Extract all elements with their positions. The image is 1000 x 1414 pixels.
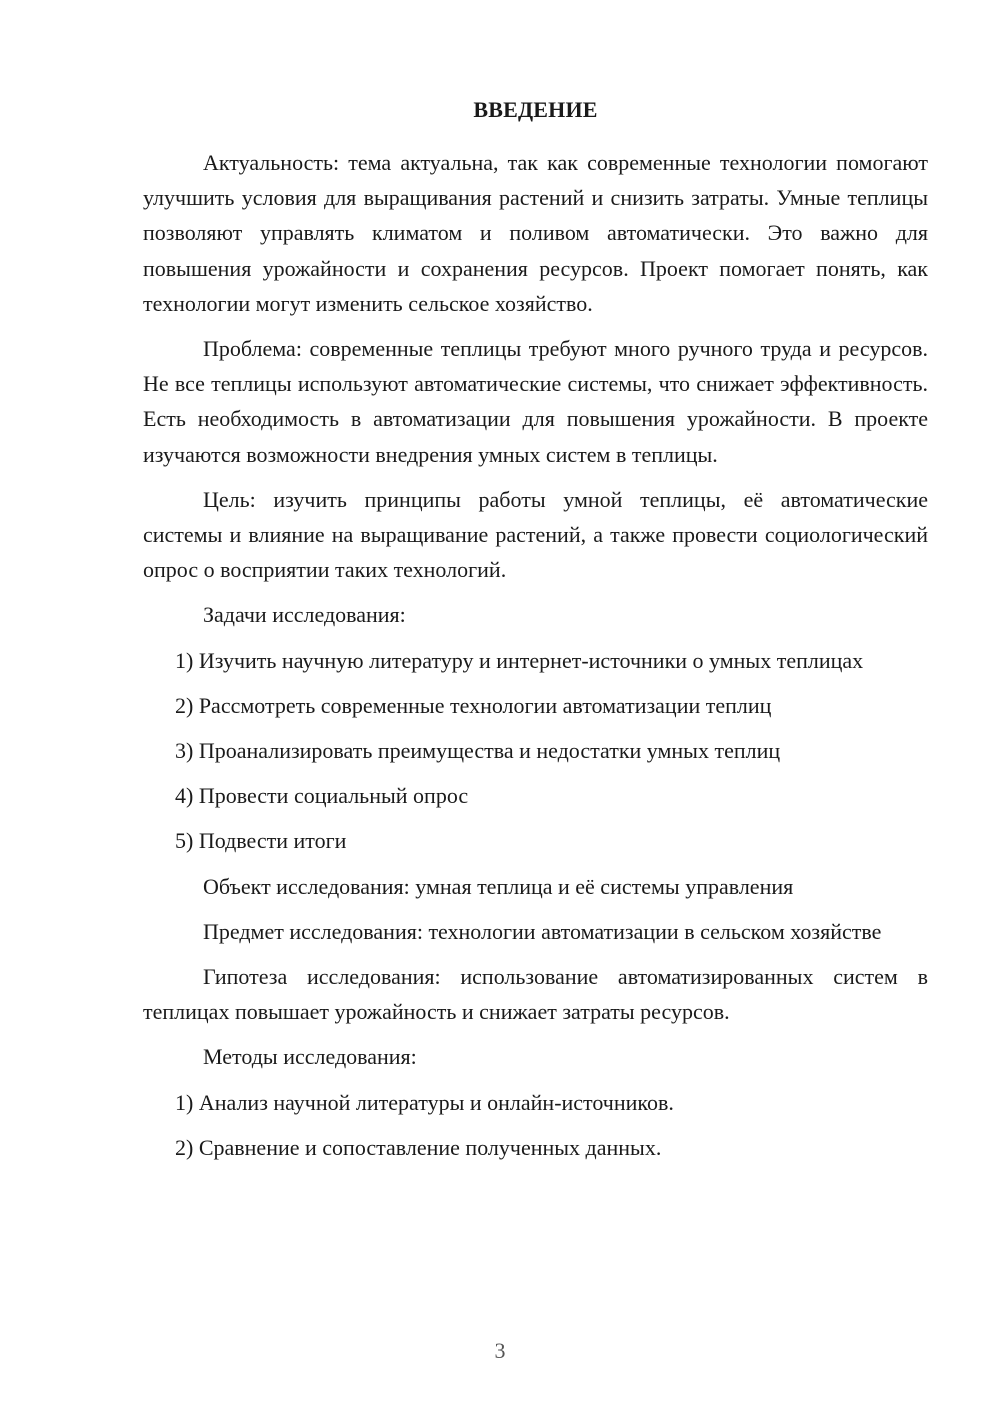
paragraph-tasks-heading: Задачи исследования: (203, 602, 406, 628)
paragraph-object: Объект исследования: умная теплица и её системы управления (203, 873, 794, 899)
paragraph-goal: Цель: изучить принципы работы умной теплицы, её автоматические системы и влияние на выращивание растений, а также провести социологический опрос о восприятии таких технологий. (143, 486, 928, 583)
list-item-task-1: 1) Изучить научную литературу и интернет-источники о умных теплицах (175, 647, 864, 673)
section-heading: ВВЕДЕНИЕ (473, 97, 598, 122)
list-item-task-5: 5) Подвести итоги (175, 828, 347, 854)
page-number: 3 (494, 1338, 506, 1363)
paragraph-hypothesis: Гипотеза исследования: использование автоматизированных систем в теплицах повышает урожайность и снижает затраты ресурсов. (143, 964, 928, 1025)
list-item-task-3: 3) Проанализировать преимущества и недостатки умных теплиц (175, 738, 781, 764)
list-item-task-2: 2) Рассмотреть современные технологии автоматизации теплиц (175, 692, 772, 718)
paragraph-methods-heading: Методы исследования: (203, 1044, 417, 1070)
paragraph-subject: Предмет исследования: технологии автоматизации в сельском хозяйстве (203, 918, 882, 944)
list-item-method-2: 2) Сравнение и сопоставление полученных данных. (175, 1134, 662, 1160)
paragraph-relevance: Актуальность: тема актуальна, так как современные технологии помогают улучшить условия для выращивания растений и снизить затраты. Умные теплицы позволяют управлять климатом и поливом автоматически. Это важно для повышения урожайности и сохранения ресурсов. Проект помогает понять, как технологии могут изменить сельское хозяйство. (143, 150, 928, 316)
list-item-task-4: 4) Провести социальный опрос (175, 783, 469, 809)
document-page (143, 95, 928, 1175)
list-item-method-1: 1) Анализ научной литературы и онлайн-источников. (175, 1089, 674, 1115)
paragraph-problem: Проблема: современные теплицы требуют много ручного труда и ресурсов. Не все теплицы используют автоматические системы, что снижает эффективность. Есть необходимость в автоматизации для повышения урожайности. В проекте изучаются возможности внедрения умных систем в теплицы. (143, 336, 928, 467)
